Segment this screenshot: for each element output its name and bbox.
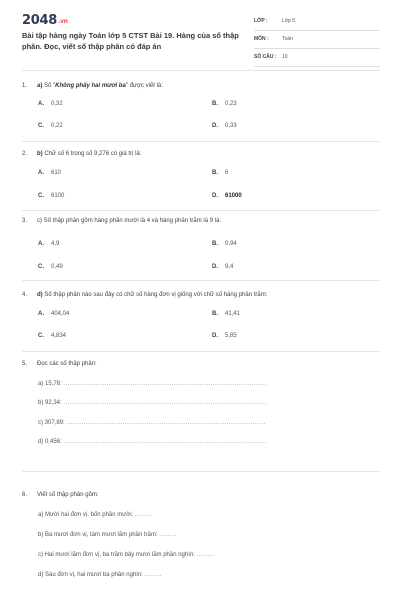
text-before: Số " [44,83,56,89]
question-2 [22,149,382,199]
option-b[interactable] [212,239,237,249]
option-label: D. [212,123,218,129]
option-value: 404,04 [51,311,70,317]
option-value: 0,94 [225,241,237,247]
meta-label: SỐ CÂU : [254,54,277,60]
question-part: b) [37,151,43,157]
meta-label: LỚP : [254,18,268,24]
option-c[interactable] [38,331,66,341]
meta-value: 10 [282,54,288,60]
line-label: b) 92,34: [38,400,62,406]
option-label: C. [38,193,44,199]
answer-line[interactable] [38,530,177,540]
question-1 [22,81,382,129]
question-part: d) [37,292,43,298]
question-divider [22,210,380,211]
option-d[interactable] [212,331,237,341]
question-number: 5. [22,361,28,367]
option-label: C. [38,123,44,129]
header-divider [22,70,380,71]
question-stem [22,216,382,226]
question-text: Viết số thập phân gồm: [37,492,99,498]
blank-fill: ........ [134,512,153,518]
line-label: c) 307,89: [38,420,65,426]
question-5 [22,359,382,445]
option-value: 0,49 [51,264,63,270]
option-value: 0,33 [225,123,237,129]
option-label: B. [212,170,218,176]
text-after: " được viết là: [125,83,163,89]
question-divider [22,280,380,281]
option-value: 5,85 [225,333,237,339]
line-label: c) Hai mươi lăm đơn vị, ba trăm bảy mươi lăm phần nghìn: [38,552,195,558]
blank-fill: .............................................................................................. [63,381,268,387]
option-label: D. [212,193,218,199]
option-label: B. [212,101,218,107]
answer-line[interactable] [38,510,152,520]
option-a[interactable] [38,309,69,319]
option-value: 0,22 [51,123,63,129]
option-label: A. [38,101,44,107]
question-stem [22,490,382,500]
question-text [37,149,141,159]
meta-row-grade [254,15,380,31]
answer-line[interactable] [38,379,267,389]
document-title: Bài tập hàng ngày Toán lớp 5 CTST Bài 19. Hàng của số thập phân. Đọc, viết số thập phân có đáp án [22,31,239,51]
option-b[interactable] [212,309,240,319]
question-text [37,81,163,91]
meta-row-count [254,51,380,67]
meta-label: MÔN : [254,36,269,42]
option-value: 6 [225,170,229,176]
line-label: a) Mười hai đơn vị, bốn phần mười: [38,512,134,518]
brand-logo[interactable] [22,13,68,28]
option-label: D. [212,264,218,270]
question-4 [22,290,382,339]
question-number: 6. [22,492,28,498]
option-label: A. [38,311,44,317]
option-value: 41,41 [225,311,241,317]
option-label: B. [212,311,218,317]
emphasis-text: Không phẩy hai mươi ba [55,83,126,89]
option-b[interactable] [212,99,237,109]
question-divider [22,351,380,352]
option-label: C. [38,264,44,270]
answer-line[interactable] [38,437,267,447]
option-label: A. [38,241,44,247]
question-number: 1. [22,83,28,89]
answer-line[interactable] [38,550,214,560]
logo-main: 2048 [22,13,57,28]
option-value: 4,9 [51,241,60,247]
question-text [37,290,267,300]
blank-fill: ........ [196,552,214,558]
option-value: 61000 [225,193,242,199]
meta-info [254,15,380,69]
question-text [37,216,221,226]
option-value: 6100 [51,193,65,199]
blank-fill: ........ [144,572,162,578]
meta-value: Toán [282,36,293,42]
answer-line[interactable] [38,418,266,428]
option-value: 0,23 [225,101,237,107]
question-stem [22,290,382,300]
answer-line[interactable] [38,570,162,580]
option-a[interactable] [38,239,59,249]
option-label: C. [38,333,44,339]
question-stem [22,81,382,91]
question-stem [22,149,382,159]
answer-line[interactable] [38,398,267,408]
question-stem [22,359,382,369]
question-body: Số thập phân nào sau đây có chữ số hàng đơn vị giống với chữ số hàng phần trăm: [44,292,268,298]
logo-suffix: .vn [57,18,68,25]
option-c[interactable] [38,121,63,131]
question-number: 4. [22,292,28,298]
blank-fill: ........ [159,532,177,538]
option-value: 0,32 [51,101,63,107]
question-number: 2. [22,151,28,157]
option-value: 9,4 [225,264,234,270]
line-label: d) Sáu đơn vị, hai mươi ba phần nghìn: [38,572,143,578]
meta-row-subject [254,33,380,49]
option-d[interactable] [212,191,242,201]
question-text: Đọc các số thập phân: [37,361,97,367]
question-divider [22,141,380,142]
question-divider [22,471,380,472]
option-value: 610 [51,170,62,176]
blank-fill: .............................................................................................. [63,400,268,406]
question-6 [22,490,382,578]
option-label: A. [38,170,44,176]
option-d[interactable] [212,121,237,131]
question-number: 3. [22,218,28,224]
line-label: a) 15,78: [38,381,62,387]
blank-fill: .............................................................................................. [63,439,268,445]
line-label: b) Ba mươi đơn vị, tám mươi lăm phần trăm: [38,532,158,538]
option-value: 4,834 [51,333,67,339]
question-body: Số thập phân gồm hàng phần mười là 4 và hàng phần trăm là 9 là: [43,218,222,224]
question-part: c) [37,218,42,224]
option-a[interactable] [38,99,63,109]
question-3 [22,216,382,270]
question-part: a) [37,83,43,89]
question-body: Chữ số 6 trong số 9,276 có giá trị là: [44,151,142,157]
option-d[interactable] [212,262,233,272]
option-label: D. [212,333,218,339]
option-a[interactable] [38,168,61,178]
option-label: B. [212,241,218,247]
option-b[interactable] [212,168,228,178]
blank-fill: ............................................................................................ [66,420,266,426]
meta-value: Lớp 5 [282,18,296,24]
option-c[interactable] [38,262,63,272]
line-label: d) 0,456: [38,439,62,445]
option-c[interactable] [38,191,64,201]
